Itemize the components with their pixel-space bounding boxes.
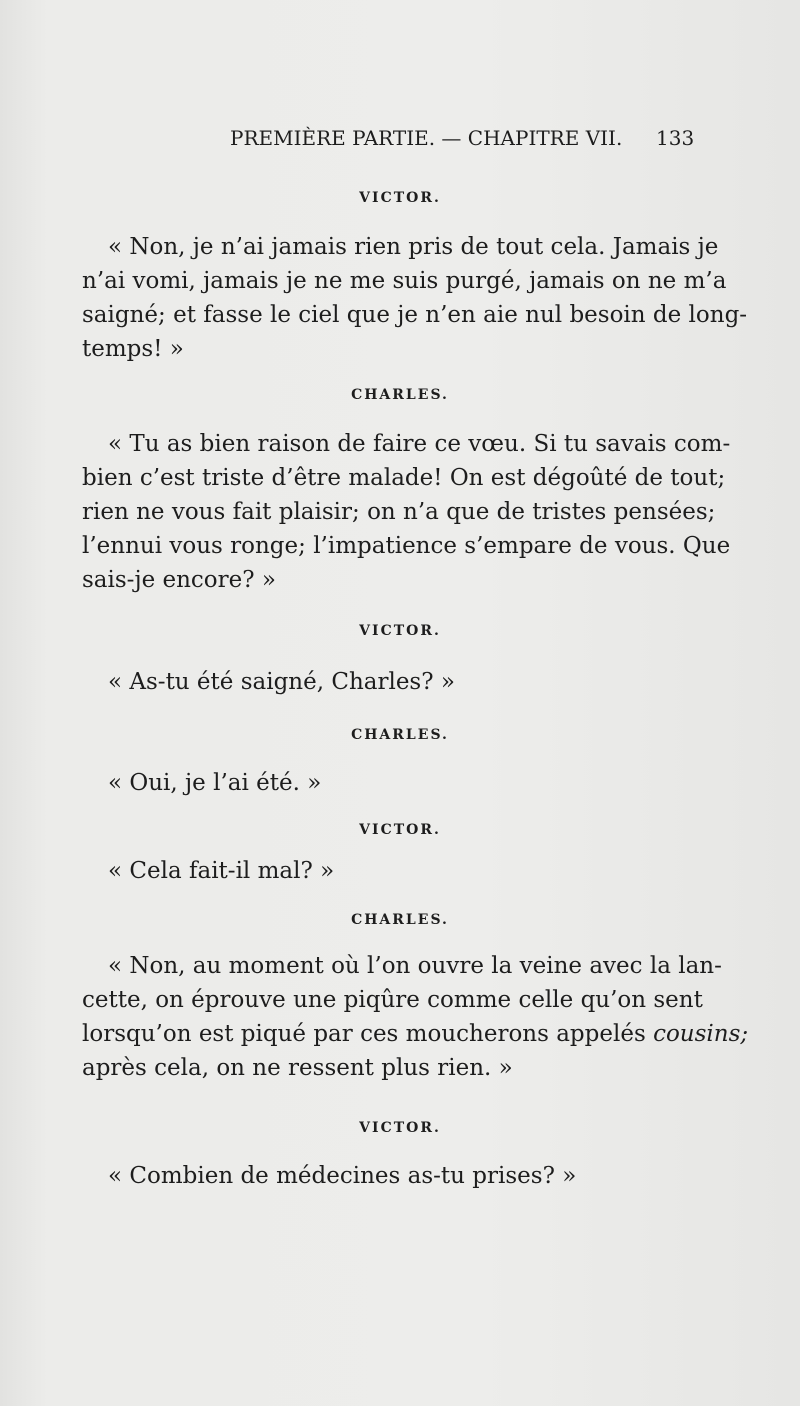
dialogue-line: « Combien de médecines as-tu prises? » <box>108 1163 577 1189</box>
speaker-name: CHARLES. <box>351 727 449 743</box>
speaker-name: CHARLES. <box>351 912 449 928</box>
speaker-name: VICTOR. <box>359 1120 441 1136</box>
dialogue-line: « Cela fait-il mal? » <box>108 858 335 884</box>
dialogue-line: « As-tu été saigné, Charles? » <box>108 669 455 695</box>
dialogue-line: cette, on éprouve une piqûre comme celle qu’on sent <box>82 987 703 1013</box>
dialogue-line: « Tu as bien raison de faire ce vœu. Si tu savais com- <box>108 431 731 457</box>
dialogue-line: rien ne vous fait plaisir; on n’a que de tristes pensées; <box>82 499 716 525</box>
dialogue-line <box>82 1021 748 1047</box>
dialogue-line: après cela, on ne ressent plus rien. » <box>82 1055 513 1081</box>
dialogue-line: temps! » <box>82 336 184 362</box>
page-header <box>0 126 800 156</box>
dialogue-line: « Oui, je l’ai été. » <box>108 770 322 796</box>
dialogue-text: lorsqu’on est piqué par ces moucherons appelés <box>82 1021 646 1047</box>
dialogue-line: saigné; et fasse le ciel que je n’en aie nul besoin de long- <box>82 302 748 328</box>
dialogue-line: bien c’est triste d’être malade! On est dégoûté de tout; <box>82 465 726 491</box>
speaker-name: VICTOR. <box>359 822 441 838</box>
italic-term: cousins; <box>653 1021 749 1047</box>
dialogue-line: « Non, je n’ai jamais rien pris de tout cela. Jamais je <box>108 234 719 260</box>
dialogue-line: sais-je encore? » <box>82 567 276 593</box>
speaker-name: VICTOR. <box>359 190 441 206</box>
dialogue-line: n’ai vomi, jamais je ne me suis purgé, jamais on ne m’a <box>82 268 727 294</box>
speaker-name: VICTOR. <box>359 623 441 639</box>
running-title: PREMIÈRE PARTIE. — CHAPITRE VII. <box>230 126 623 150</box>
page-number: 133 <box>656 126 695 150</box>
dialogue-line: l’ennui vous ronge; l’impatience s’empare de vous. Que <box>82 533 731 559</box>
dialogue-line: « Non, au moment où l’on ouvre la veine avec la lan- <box>108 953 722 979</box>
speaker-name: CHARLES. <box>351 387 449 403</box>
